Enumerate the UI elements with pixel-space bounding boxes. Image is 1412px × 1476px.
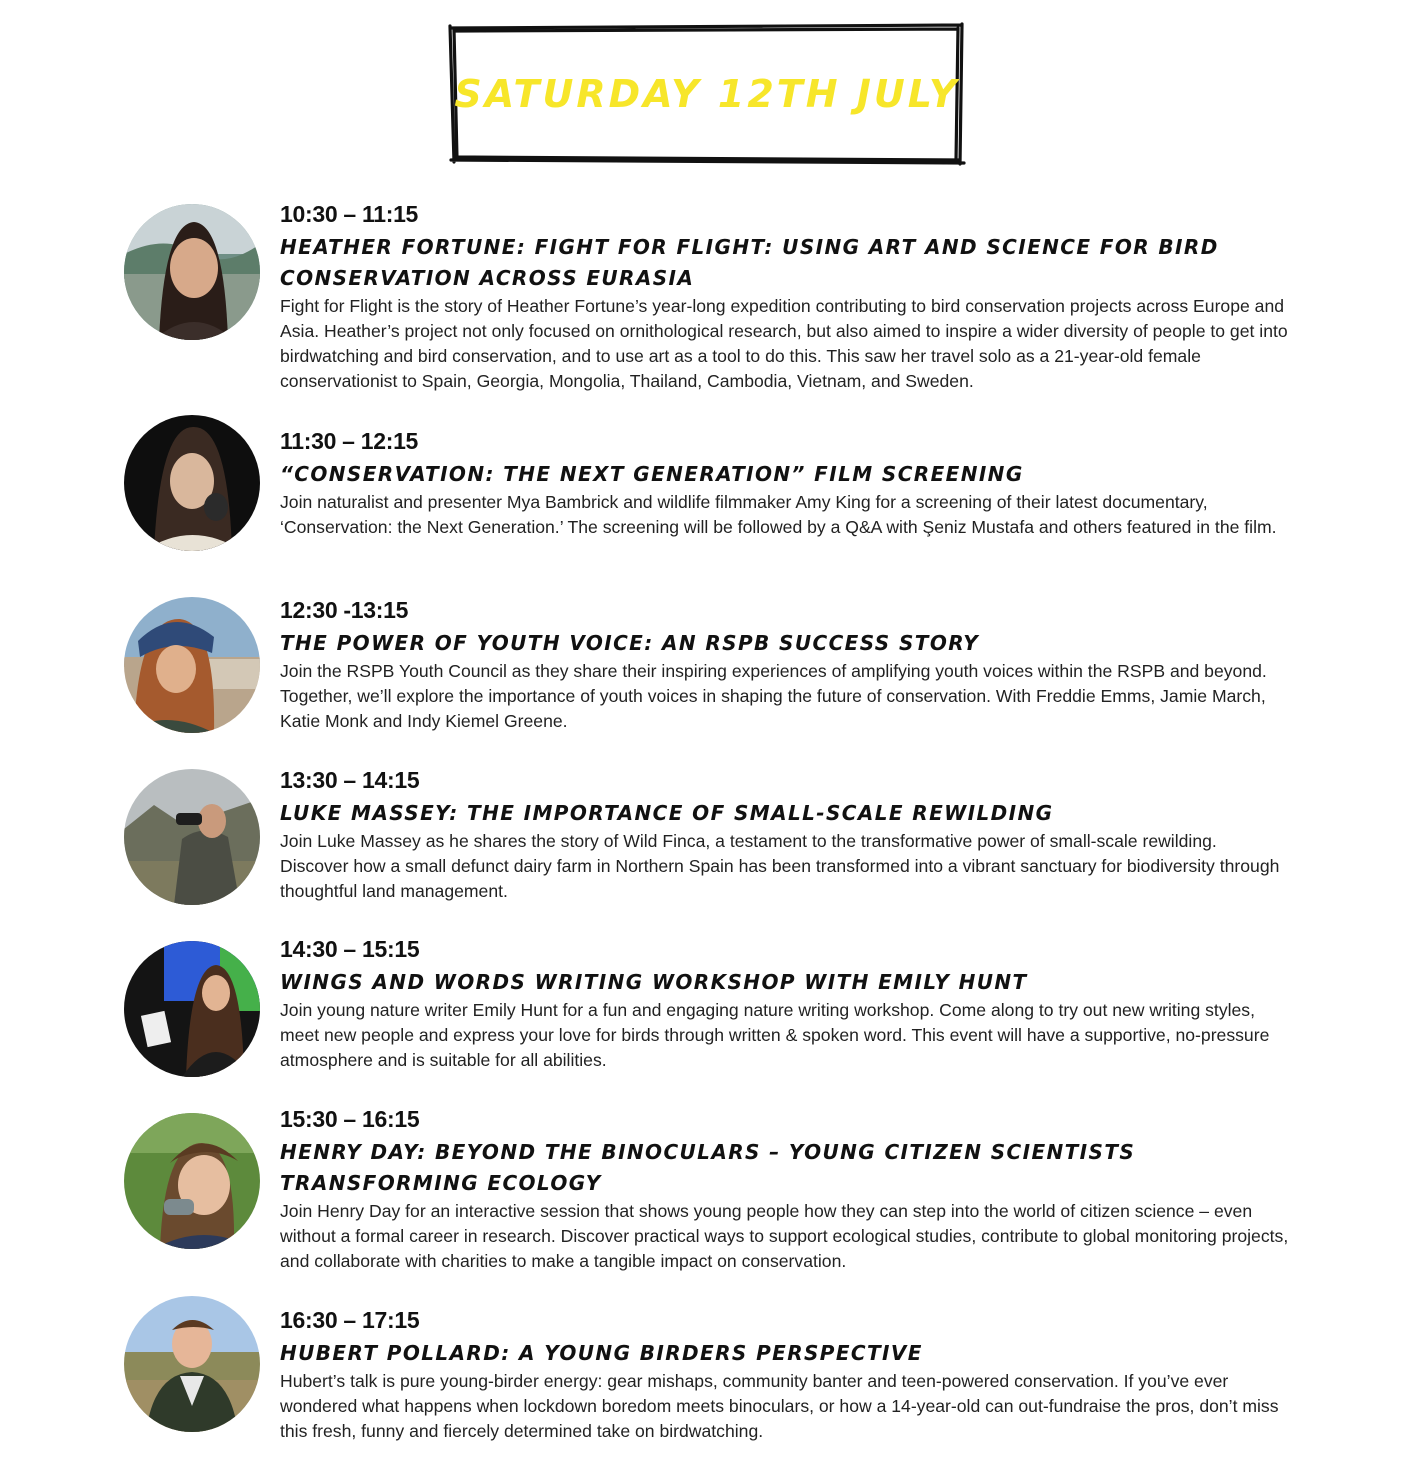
- event-time: 15:30 – 16:15: [280, 1106, 420, 1132]
- event-description: Join young nature writer Emily Hunt for a fun and engaging nature writing workshop. Come along to try out new writing styles, meet new people and express your love for birds through written & spoken word. This event will have a supportive, no-pressure atmosphere and is suitable for all abilities.: [280, 1000, 1270, 1070]
- event-title: THE POWER OF YOUTH VOICE: AN RSPB SUCCESS STORY: [280, 631, 980, 655]
- event-title: “CONSERVATION: THE NEXT GENERATION” FILM SCREENING: [280, 462, 1024, 486]
- event-time: 10:30 – 11:15: [280, 201, 419, 227]
- speaker-avatar: [124, 1296, 260, 1432]
- event-title: WINGS AND WORDS WRITING WORKSHOP WITH EMILY HUNT: [280, 970, 1028, 994]
- event-description: Join naturalist and presenter Mya Bambrick and wildlife filmmaker Amy King for a screening of their latest documentary, ‘Conservation: the Next Generation.’ The screening will be followed by a Q&A with Şeniz Mustafa and others featured in the film.: [280, 492, 1277, 537]
- page-title: SATURDAY 12TH JULY: [454, 72, 960, 116]
- event-time: 12:30 -13:15: [280, 597, 409, 623]
- date-title-box: [448, 22, 966, 166]
- event-title: HUBERT POLLARD: A YOUNG BIRDERS PERSPECTIVE: [280, 1341, 923, 1365]
- speaker-avatar: [124, 204, 260, 340]
- speaker-avatar: [124, 1113, 260, 1249]
- event-time: 11:30 – 12:15: [280, 428, 419, 454]
- event-description: Fight for Flight is the story of Heather Fortune’s year-long expedition contributing to bird conservation projects across Europe and Asia. Heather’s project not only focused on ornithological research, but also aimed to inspire a wider diversity of people to get into birdwatching and bird conservation, and to use art as a tool to do this. This saw her travel solo as a 21-year-old female conservationist to Spain, Georgia, Mongolia, Thailand, Cambodia, Vietnam, and Sweden.: [280, 296, 1288, 391]
- speaker-avatar: [124, 769, 260, 905]
- speaker-avatar: [124, 415, 260, 551]
- event-title: LUKE MASSEY: THE IMPORTANCE OF SMALL-SCALE REWILDING: [280, 801, 1054, 825]
- event-title: HEATHER FORTUNE: FIGHT FOR FLIGHT: USING ART AND SCIENCE FOR BIRD CONSERVATION ACROSS EURASIA: [280, 235, 1219, 290]
- event-time: 16:30 – 17:15: [280, 1307, 420, 1333]
- event-description: Join Henry Day for an interactive session that shows young people how they can step into the world of citizen science – even without a formal career in research. Discover practical ways to support ecological studies, contribute to global monitoring projects, and collaborate with charities to make a tangible impact on conservation.: [280, 1201, 1289, 1271]
- event-description: Join the RSPB Youth Council as they share their inspiring experiences of amplifying youth voices within the RSPB and beyond. Together, we’ll explore the importance of youth voices in shaping the future of conservation. With Freddie Emms, Jamie March, Katie Monk and Indy Kiemel Greene.: [280, 661, 1267, 731]
- event-time: 13:30 – 14:15: [280, 767, 420, 793]
- event-description: Hubert’s talk is pure young-birder energy: gear mishaps, community banter and teen-powered conservation. If you’ve ever wondered what happens when lockdown boredom meets binoculars, or how a 14-year-old can out-fundraise the pros, don’t miss this fresh, funny and fiercely determined take on birdwatching.: [280, 1371, 1279, 1441]
- event-title: HENRY DAY: BEYOND THE BINOCULARS – YOUNG CITIZEN SCIENTISTS TRANSFORMING ECOLOGY: [280, 1140, 1136, 1195]
- event-time: 14:30 – 15:15: [280, 936, 420, 962]
- speaker-avatar: [124, 941, 260, 1077]
- event-description: Join Luke Massey as he shares the story of Wild Finca, a testament to the transformative power of small-scale rewilding. Discover how a small defunct dairy farm in Northern Spain has been transformed into a vibrant sanctuary for biodiversity through thoughtful land management.: [280, 831, 1280, 901]
- speaker-avatar: [124, 597, 260, 733]
